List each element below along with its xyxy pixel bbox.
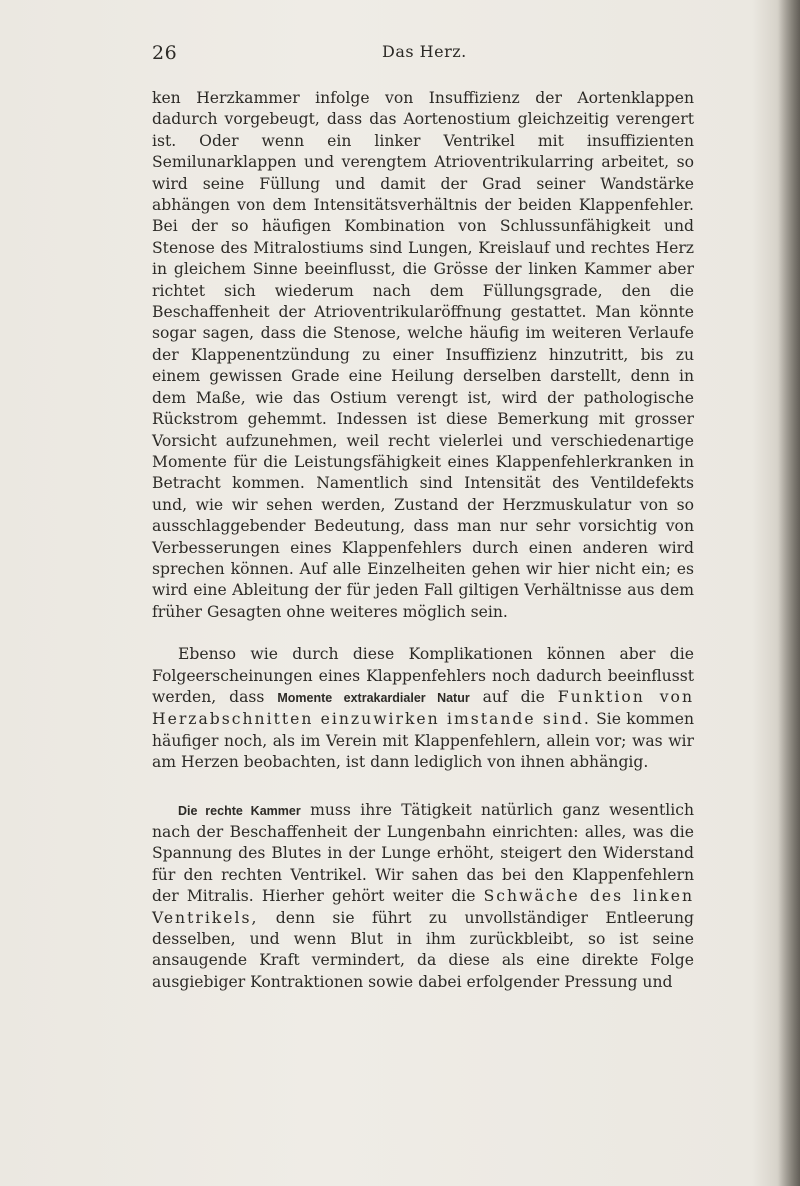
paragraph-3-bold: Die rechte Kammer — [178, 803, 301, 818]
page-header — [152, 42, 692, 70]
paragraph-2-text-a: Ebenso wie durch diese Komplikationen können aber die Folgeerscheinungen eines Klappenfehlers noch dadurch beeinflusst werden, dass — [152, 645, 694, 706]
paragraph-2-spaced: Funktion von Herzabschnitten einzuwirken imstande sind. — [152, 687, 694, 729]
paragraph-1: ken Herzkammer infolge von Insuffizienz der Aortenklappen dadurch vorgebeugt, dass das Aortenostium gleichzeitig verengert ist. Oder wenn ein linker Ventrikel mit insuffizienten Semilunarklappen und verengtem Atrioventrikularring arbeitet, so wird seine Füllung und damit der Grad seiner Wandstärke abhängen von dem Intensitätsverhältnis der beiden Klappenfehler. Bei der so häufigen Kombination von Schlussunfähigkeit und Stenose des Mitralostiums sind Lungen, Kreislauf und rechtes Herz in gleichem Sinne beeinflusst, die Grösse der linken Kammer aber richtet sich wiederum nach dem Füllungsgrade, den die Beschaffenheit der Atrioventrikularöffnung gestattet. Man könnte sogar sagen, dass die Stenose, welche häufig im weiteren Verlaufe der Klappenentzündung zu einer Insuffizienz hinzutritt, bis zu einem gewissen Grade eine Heilung derselben darstellt, denn in dem Maße, wie das Ostium verengt ist, wird der pathologische Rückstrom gehemmt. Indessen ist diese Bemerkung mit grosser Vorsicht aufzunehmen, weil recht vielerlei und verschiedenartige Momente für die Leistungsfähigkeit eines Klappenfehlerkranken in Betracht kommen. Namentlich sind Intensität des Ventildefekts und, wie wir sehen werden, Zustand der Herzmuskulatur von so ausschlaggebender Bedeutung, dass man nur sehr vorsichtig von Verbesserungen eines Klappenfehlers durch einen anderen wird sprechen können. Auf alle Einzelheiten gehen wir hier nicht ein; es wird eine Ableitung der für jeden Fall giltigen Verhältnisse aus dem früher Gesagten ohne weiteres möglich sein. — [152, 89, 694, 621]
body-text — [152, 88, 694, 993]
paragraph-2-bold: Momente extrakardialer Natur — [277, 690, 470, 705]
paragraph-3 — [152, 800, 694, 994]
paragraph-3-text-a: muss ihre Tätigkeit natürlich ganz wesentlich nach der Beschaffenheit der Lungenbahn einrichten: alles, was die Spannung des Blutes in der Lunge erhöht, steigert den Widerstand für den rechten Ventrikel. Wir sahen das bei den Klappenfehlern der Mitralis. Hierher gehört weiter die — [152, 800, 694, 906]
paragraph-2-text-b: auf die — [482, 687, 545, 706]
paragraph-3-text-b: denn sie führt zu unvollständiger Entleerung desselben, und wenn Blut in ihm zurückbleibt, so ist seine ansaugende Kraft vermindert, da diese als eine direkte Folge ausgiebiger Kontraktionen sowie dabei erfolgender Pressung und — [152, 908, 694, 991]
running-head: Das Herz. — [382, 42, 467, 61]
paragraph-2-text-c: Sie kommen häufiger noch, als im Verein mit Klappenfehlern, allein vor; was wir am Herzen beobachten, ist dann lediglich von ihnen abhängig. — [152, 710, 694, 772]
page-edge-shadow — [778, 0, 800, 1186]
page-number: 26 — [152, 42, 178, 64]
paragraph-3-spaced: Schwäche des linken Ventrikels, — [152, 887, 694, 927]
paragraph-2 — [152, 644, 694, 773]
